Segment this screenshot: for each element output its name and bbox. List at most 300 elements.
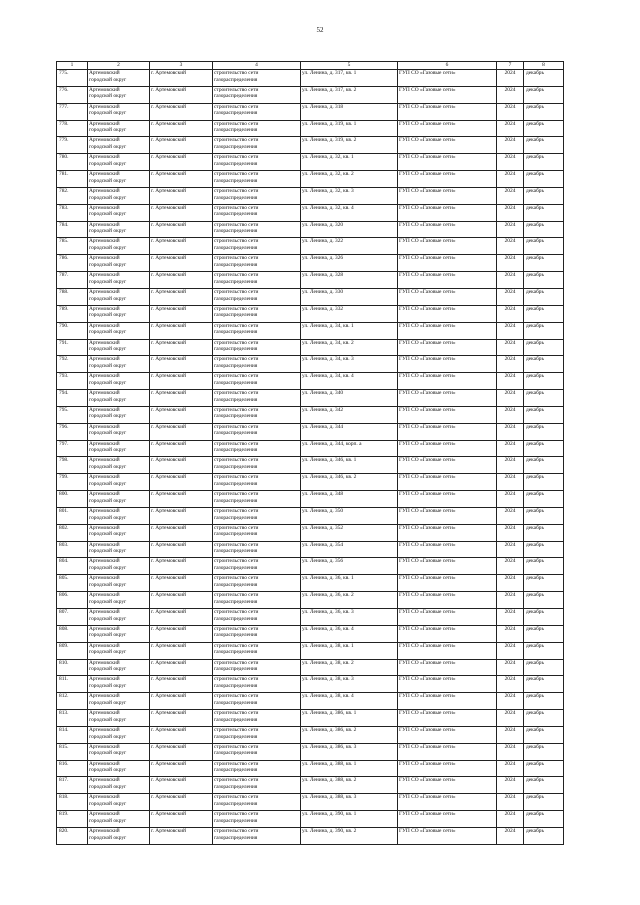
district-cell — [88, 575, 150, 592]
district-cell-line: Артемовский — [89, 642, 120, 649]
organization-cell-line: ГУП СО «Газовые сети» — [399, 137, 456, 144]
city-cell-line: г. Артемовский — [151, 507, 186, 514]
work-type-cell-line: газораспределения — [214, 716, 258, 723]
district-cell-line: Артемовский — [89, 676, 120, 683]
year-cell-line: 2024 — [504, 339, 516, 346]
address-cell — [301, 726, 398, 743]
work-type-cell-line: строительство сети — [214, 103, 259, 110]
month-cell — [524, 423, 564, 440]
address-cell-line: ул. Ленина, д. 350 — [302, 507, 344, 514]
month-cell-line: декабрь — [526, 171, 544, 178]
city-cell-line: г. Артемовский — [151, 137, 186, 144]
district-cell-line: городской округ — [89, 497, 127, 504]
year-cell-line: 2024 — [504, 238, 516, 245]
district-cell-line: Артемовский — [89, 171, 120, 178]
city-cell — [150, 390, 213, 407]
month-cell — [524, 474, 564, 491]
organization-cell — [398, 457, 497, 474]
address-cell — [301, 558, 398, 575]
row-number-cell-line: 813. — [59, 710, 69, 717]
city-cell-line: г. Артемовский — [151, 625, 186, 632]
month-cell-line: декабрь — [526, 187, 544, 194]
work-type-cell — [213, 676, 301, 693]
work-type-cell-line: газораспределения — [214, 666, 258, 673]
row-number-cell — [57, 103, 88, 120]
year-cell — [497, 592, 524, 609]
row-number-cell-line: 787. — [59, 272, 69, 279]
year-cell — [497, 120, 524, 137]
work-type-cell-line: строительство сети — [214, 575, 259, 582]
work-type-cell — [213, 794, 301, 811]
work-type-cell-line: газораспределения — [214, 682, 258, 689]
row-number-cell-line: 791. — [59, 339, 69, 346]
city-cell-line: г. Артемовский — [151, 642, 186, 649]
address-cell-line: ул. Ленина, д. 356 — [302, 558, 344, 565]
district-cell-line: городской округ — [89, 194, 127, 201]
organization-cell — [398, 339, 497, 356]
organization-cell — [398, 70, 497, 87]
district-cell-line: городской округ — [89, 127, 127, 134]
year-cell-line: 2024 — [504, 272, 516, 279]
row-number-cell-line: 786. — [59, 255, 69, 262]
month-cell-line: декабрь — [526, 743, 544, 750]
organization-cell — [398, 592, 497, 609]
address-cell — [301, 794, 398, 811]
work-type-cell — [213, 356, 301, 373]
city-cell — [150, 524, 213, 541]
month-cell — [524, 760, 564, 777]
year-cell-line: 2024 — [504, 406, 516, 413]
work-type-cell — [213, 659, 301, 676]
month-cell — [524, 322, 564, 339]
district-cell-line: Артемовский — [89, 575, 120, 582]
district-cell-line: городской округ — [89, 565, 127, 572]
organization-cell — [398, 659, 497, 676]
year-cell — [497, 642, 524, 659]
table-row — [57, 642, 564, 659]
month-cell — [524, 187, 564, 204]
month-cell-line: декабрь — [526, 440, 544, 447]
work-type-cell — [213, 491, 301, 508]
month-cell-line: декабрь — [526, 86, 544, 93]
row-number-cell — [57, 541, 88, 558]
table-row — [57, 659, 564, 676]
work-type-cell-line: газораспределения — [214, 329, 258, 336]
district-cell-line: Артемовский — [89, 592, 120, 599]
organization-cell-line: ГУП СО «Газовые сети» — [399, 743, 456, 750]
work-type-cell-line: газораспределения — [214, 581, 258, 588]
address-cell-line: ул. Ленина, д. 328 — [302, 272, 344, 279]
work-type-cell — [213, 710, 301, 727]
table-row — [57, 575, 564, 592]
address-cell — [301, 659, 398, 676]
work-type-cell — [213, 811, 301, 828]
month-cell-line: декабрь — [526, 659, 544, 666]
address-cell-line: ул. Ленина, д. 344, корп. а — [302, 440, 362, 447]
work-type-cell — [213, 558, 301, 575]
year-cell — [497, 760, 524, 777]
work-type-cell — [213, 120, 301, 137]
city-cell-line: г. Артемовский — [151, 171, 186, 178]
address-cell-line: ул. Ленина, д. 34, кв. 1 — [302, 322, 354, 329]
month-cell-line: декабрь — [526, 827, 544, 834]
month-cell-line: декабрь — [526, 524, 544, 531]
schedule-table-container — [56, 61, 563, 845]
district-cell — [88, 339, 150, 356]
address-cell-line: ул. Ленина, д. 388, кв. 3 — [302, 794, 357, 801]
district-cell — [88, 760, 150, 777]
table-row — [57, 204, 564, 221]
row-number-cell — [57, 423, 88, 440]
month-cell-line: декабрь — [526, 457, 544, 464]
work-type-cell-line: строительство сети — [214, 70, 259, 76]
work-type-cell — [213, 255, 301, 272]
organization-cell — [398, 794, 497, 811]
row-number-cell-line: 783. — [59, 204, 69, 211]
work-type-cell-line: газораспределения — [214, 211, 258, 218]
month-cell — [524, 272, 564, 289]
month-cell-line: декабрь — [526, 541, 544, 548]
year-cell — [497, 558, 524, 575]
year-cell-line: 2024 — [504, 491, 516, 498]
work-type-cell — [213, 440, 301, 457]
year-cell-line: 2024 — [504, 423, 516, 430]
year-cell — [497, 272, 524, 289]
city-cell — [150, 777, 213, 794]
address-cell-line: ул. Ленина, д. 388, кв. 2 — [302, 777, 357, 784]
organization-cell-line: ГУП СО «Газовые сети» — [399, 272, 456, 279]
row-number-cell-line: 793. — [59, 373, 69, 380]
work-type-cell — [213, 322, 301, 339]
month-cell-line: декабрь — [526, 811, 544, 818]
year-cell — [497, 187, 524, 204]
work-type-cell-line: строительство сети — [214, 406, 259, 413]
month-cell-line: декабрь — [526, 103, 544, 110]
district-cell — [88, 743, 150, 760]
address-cell — [301, 507, 398, 524]
row-number-cell — [57, 406, 88, 423]
city-cell — [150, 373, 213, 390]
work-type-cell-line: строительство сети — [214, 423, 259, 430]
row-number-cell — [57, 794, 88, 811]
table-row — [57, 524, 564, 541]
organization-cell-line: ГУП СО «Газовые сети» — [399, 423, 456, 430]
work-type-cell-line: газораспределения — [214, 379, 258, 386]
year-cell-line: 2024 — [504, 541, 516, 548]
district-cell-line: Артемовский — [89, 322, 120, 329]
city-cell-line: г. Артемовский — [151, 541, 186, 548]
row-number-cell — [57, 491, 88, 508]
city-cell — [150, 120, 213, 137]
work-type-cell — [213, 187, 301, 204]
city-cell-line: г. Артемовский — [151, 423, 186, 430]
work-type-cell-line: газораспределения — [214, 346, 258, 353]
month-cell-line: декабрь — [526, 272, 544, 279]
month-cell-line: декабрь — [526, 625, 544, 632]
address-cell-line: ул. Ленина, д. 36, кв. 1 — [302, 575, 354, 582]
address-cell-line: ул. Ленина, д. 38, кв. 4 — [302, 693, 354, 700]
organization-cell — [398, 423, 497, 440]
row-number-cell-line: 778. — [59, 120, 69, 127]
work-type-cell-line: газораспределения — [214, 480, 258, 487]
work-type-cell-line: строительство сети — [214, 86, 259, 93]
table-row — [57, 609, 564, 626]
year-cell — [497, 255, 524, 272]
work-type-cell-line: газораспределения — [214, 531, 258, 538]
month-cell — [524, 339, 564, 356]
city-cell — [150, 609, 213, 626]
year-cell-line: 2024 — [504, 137, 516, 144]
year-cell-line: 2024 — [504, 558, 516, 565]
city-cell — [150, 726, 213, 743]
district-cell-line: Артемовский — [89, 827, 120, 834]
table-row — [57, 794, 564, 811]
row-number-cell — [57, 373, 88, 390]
row-number-cell-line: 815. — [59, 743, 69, 750]
row-number-cell-line: 788. — [59, 288, 69, 295]
work-type-cell-line: строительство сети — [214, 373, 259, 380]
city-cell — [150, 204, 213, 221]
row-number-cell — [57, 592, 88, 609]
city-cell-line: г. Артемовский — [151, 777, 186, 784]
city-cell — [150, 221, 213, 238]
district-cell-line: Артемовский — [89, 743, 120, 750]
work-type-cell — [213, 406, 301, 423]
row-number-cell — [57, 710, 88, 727]
year-cell — [497, 373, 524, 390]
work-type-cell — [213, 390, 301, 407]
city-cell — [150, 491, 213, 508]
city-cell — [150, 474, 213, 491]
work-type-cell-line: строительство сети — [214, 524, 259, 531]
month-cell-line: декабрь — [526, 204, 544, 211]
year-cell — [497, 305, 524, 322]
district-cell — [88, 693, 150, 710]
work-type-cell-line: газораспределения — [214, 76, 258, 83]
organization-cell-line: ГУП СО «Газовые сети» — [399, 811, 456, 818]
year-cell-line: 2024 — [504, 86, 516, 93]
row-number-cell — [57, 255, 88, 272]
year-cell-line: 2024 — [504, 120, 516, 127]
address-cell — [301, 373, 398, 390]
address-cell — [301, 255, 398, 272]
month-cell — [524, 827, 564, 844]
table-body — [57, 70, 564, 845]
work-type-cell-line: газораспределения — [214, 834, 258, 841]
year-cell — [497, 339, 524, 356]
month-cell — [524, 255, 564, 272]
address-cell-line: ул. Ленина, д. 36, кв. 3 — [302, 609, 354, 615]
row-number-cell — [57, 322, 88, 339]
address-cell-line: ул. Ленина, д. 32, кв. 1 — [302, 154, 354, 161]
year-cell — [497, 70, 524, 87]
column-header: 5 — [301, 62, 398, 70]
work-type-cell — [213, 305, 301, 322]
year-cell — [497, 356, 524, 373]
year-cell-line: 2024 — [504, 221, 516, 228]
district-cell-line: городской округ — [89, 143, 127, 150]
row-number-cell — [57, 777, 88, 794]
year-cell — [497, 322, 524, 339]
address-cell-line: ул. Ленина, д. 340 — [302, 390, 344, 397]
work-type-cell — [213, 272, 301, 289]
table-row — [57, 70, 564, 87]
row-number-cell — [57, 137, 88, 154]
address-cell-line: ул. Ленина, д. 390, кв. 2 — [302, 827, 357, 834]
month-cell — [524, 137, 564, 154]
address-cell — [301, 457, 398, 474]
district-cell-line: Артемовский — [89, 390, 120, 397]
city-cell — [150, 827, 213, 844]
district-cell-line: городской округ — [89, 160, 127, 167]
city-cell — [150, 137, 213, 154]
city-cell — [150, 356, 213, 373]
work-type-cell-line: газораспределения — [214, 464, 258, 470]
city-cell — [150, 760, 213, 777]
month-cell — [524, 710, 564, 727]
organization-cell — [398, 491, 497, 508]
year-cell — [497, 457, 524, 474]
city-cell-line: г. Артемовский — [151, 339, 186, 346]
year-cell — [497, 238, 524, 255]
month-cell — [524, 457, 564, 474]
row-number-cell — [57, 238, 88, 255]
month-cell — [524, 288, 564, 305]
row-number-cell — [57, 86, 88, 103]
year-cell — [497, 827, 524, 844]
column-header: 4 — [213, 62, 301, 70]
city-cell — [150, 676, 213, 693]
month-cell-line: декабрь — [526, 491, 544, 498]
work-type-cell — [213, 726, 301, 743]
table-row — [57, 457, 564, 474]
month-cell-line: декабрь — [526, 70, 544, 76]
city-cell-line: г. Артемовский — [151, 272, 186, 279]
work-type-cell-line: газораспределения — [214, 447, 258, 454]
city-cell-line: г. Артемовский — [151, 204, 186, 211]
organization-cell — [398, 272, 497, 289]
month-cell-line: декабрь — [526, 322, 544, 329]
work-type-cell-line: строительство сети — [214, 457, 259, 464]
work-type-cell-line: газораспределения — [214, 396, 258, 403]
row-number-cell-line: 796. — [59, 423, 69, 430]
city-cell — [150, 103, 213, 120]
district-cell — [88, 70, 150, 87]
city-cell — [150, 625, 213, 642]
year-cell-line: 2024 — [504, 70, 516, 76]
row-number-cell-line: 785. — [59, 238, 69, 245]
table-row — [57, 423, 564, 440]
city-cell — [150, 558, 213, 575]
table-row — [57, 491, 564, 508]
table-row — [57, 120, 564, 137]
row-number-cell-line: 795. — [59, 406, 69, 413]
address-cell-line: ул. Ленина, д. 346, кв. 2 — [302, 474, 357, 481]
work-type-cell — [213, 760, 301, 777]
district-cell-line: городской округ — [89, 716, 127, 723]
organization-cell — [398, 221, 497, 238]
row-number-cell-line: 780. — [59, 154, 69, 161]
year-cell — [497, 693, 524, 710]
address-cell — [301, 760, 398, 777]
column-header: 3 — [150, 62, 213, 70]
organization-cell-line: ГУП СО «Газовые сети» — [399, 760, 456, 767]
row-number-cell-line: 818. — [59, 794, 69, 801]
address-cell-line: ул. Ленина, д. 344 — [302, 423, 344, 430]
district-cell-line: городской округ — [89, 245, 127, 252]
district-cell — [88, 625, 150, 642]
row-number-cell-line: 811. — [59, 676, 69, 683]
year-cell — [497, 171, 524, 188]
address-cell — [301, 676, 398, 693]
address-cell-line: ул. Ленина, д. 32, кв. 3 — [302, 187, 354, 194]
address-cell-line: ул. Ленина, д. 388, кв. 1 — [302, 760, 357, 767]
month-cell — [524, 356, 564, 373]
month-cell-line: декабрь — [526, 356, 544, 363]
district-cell-line: Артемовский — [89, 272, 120, 279]
work-type-cell-line: строительство сети — [214, 609, 259, 615]
district-cell-line: Артемовский — [89, 288, 120, 295]
year-cell — [497, 440, 524, 457]
row-number-cell — [57, 558, 88, 575]
city-cell-line: г. Артемовский — [151, 676, 186, 683]
organization-cell-line: ГУП СО «Газовые сети» — [399, 777, 456, 784]
table-row — [57, 373, 564, 390]
year-cell — [497, 609, 524, 626]
district-cell-line: городской округ — [89, 261, 127, 268]
work-type-cell-line: строительство сети — [214, 558, 259, 565]
organization-cell-line: ГУП СО «Газовые сети» — [399, 693, 456, 700]
work-type-cell — [213, 86, 301, 103]
row-number-cell — [57, 288, 88, 305]
district-cell-line: городской округ — [89, 110, 127, 117]
district-cell-line: Артемовский — [89, 440, 120, 447]
work-type-cell-line: строительство сети — [214, 743, 259, 750]
work-type-cell-line: строительство сети — [214, 137, 259, 144]
work-type-cell-line: строительство сети — [214, 811, 259, 818]
district-cell — [88, 406, 150, 423]
row-number-cell — [57, 70, 88, 87]
work-type-cell-line: строительство сети — [214, 154, 259, 161]
organization-cell — [398, 575, 497, 592]
year-cell-line: 2024 — [504, 457, 516, 464]
table-row — [57, 676, 564, 693]
district-cell-line: городской округ — [89, 228, 127, 235]
work-type-cell-line: газораспределения — [214, 194, 258, 201]
organization-cell-line: ГУП СО «Газовые сети» — [399, 491, 456, 498]
district-cell-line: городской округ — [89, 413, 127, 420]
work-type-cell-line: газораспределения — [214, 548, 258, 555]
city-cell-line: г. Артемовский — [151, 575, 186, 582]
city-cell-line: г. Артемовский — [151, 693, 186, 700]
year-cell-line: 2024 — [504, 642, 516, 649]
city-cell-line: г. Артемовский — [151, 440, 186, 447]
work-type-cell-line: строительство сети — [214, 339, 259, 346]
address-cell — [301, 154, 398, 171]
address-cell — [301, 204, 398, 221]
row-number-cell — [57, 272, 88, 289]
district-cell — [88, 373, 150, 390]
year-cell — [497, 474, 524, 491]
work-type-cell — [213, 474, 301, 491]
table-row — [57, 693, 564, 710]
address-cell-line: ул. Ленина, д. 320 — [302, 221, 344, 228]
month-cell — [524, 726, 564, 743]
month-cell-line: декабрь — [526, 676, 544, 683]
month-cell — [524, 406, 564, 423]
city-cell — [150, 794, 213, 811]
district-cell — [88, 171, 150, 188]
